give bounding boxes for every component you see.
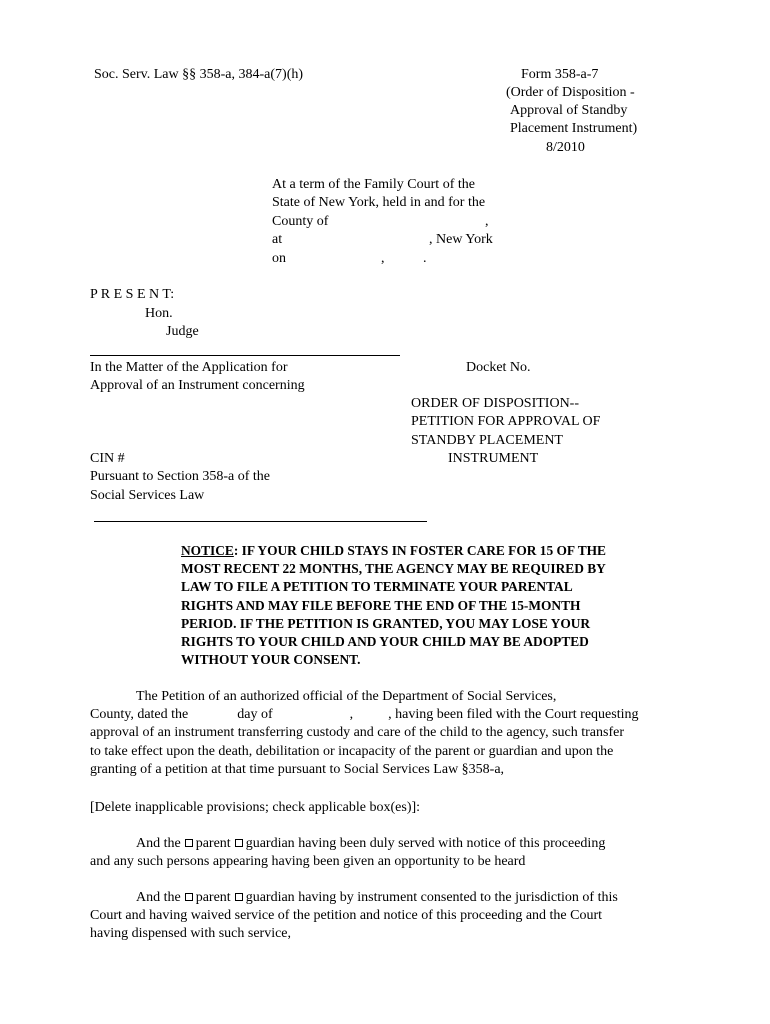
paragraph-line: and any such persons appearing having been given an opportunity to be heard xyxy=(90,854,526,870)
county-label: County of xyxy=(272,214,329,229)
court-term-line: At a term of the Family Court of the xyxy=(272,177,475,192)
notice-line: RIGHTS TO YOUR CHILD AND YOUR CHILD MAY BE ADOPTED xyxy=(181,634,589,650)
form-line: Approval of Standby xyxy=(510,103,628,118)
present-label: P R E S E N T: xyxy=(90,287,175,302)
order-title-line: INSTRUMENT xyxy=(448,451,539,466)
docket-label: Docket No. xyxy=(466,360,531,375)
notice-line: RIGHTS AND MAY FILE BEFORE THE END OF THE 15-MONTH xyxy=(181,597,581,613)
on-label: on xyxy=(272,251,286,266)
on-period: . xyxy=(423,251,427,266)
delete-instruction: [Delete inapplicable provisions; check applicable box(es)]: xyxy=(90,800,421,815)
petition-paragraph xyxy=(90,688,690,779)
matter-line: Approval of an Instrument concerning xyxy=(90,378,305,393)
notice-block xyxy=(181,542,681,669)
notice-line: NOTICE: IF YOUR CHILD STAYS IN FOSTER CARE FOR 15 OF THE xyxy=(181,543,606,558)
order-title-line: STANDBY PLACEMENT xyxy=(411,433,563,448)
form-line: 8/2010 xyxy=(546,140,585,155)
matter-line: In the Matter of the Application for xyxy=(90,360,288,375)
judge-label: Judge xyxy=(166,324,199,339)
parent-checkbox[interactable] xyxy=(185,839,193,847)
new-york-label: , New York xyxy=(429,232,493,247)
notice-line: WITHOUT YOUR CONSENT. xyxy=(181,652,361,668)
paragraph-line: approval of an instrument transferring custody and care of the child to the agency, such transfer xyxy=(90,725,625,741)
consent-paragraph: And the parent guardian having by instrument consented to the jurisdiction of this Court and having waived service of the petition and notice of this proceeding and the Court having dispensed with such service, xyxy=(90,889,690,944)
pursuant-line: Pursuant to Section 358-a of the xyxy=(90,469,271,484)
notice-line: MOST RECENT 22 MONTHS, THE AGENCY MAY BE REQUIRED BY xyxy=(181,561,606,577)
order-title-line: PETITION FOR APPROVAL OF xyxy=(411,414,601,429)
paragraph-line: to take effect upon the death, debilitation or incapacity of the parent or guardian and upon the xyxy=(90,743,614,759)
order-title-line: ORDER OF DISPOSITION-- xyxy=(411,396,580,411)
paragraph-line: having dispensed with such service, xyxy=(90,926,292,942)
statute-citation: Soc. Serv. Law §§ 358-a, 384-a(7)(h) xyxy=(94,67,304,82)
cin-label: CIN # xyxy=(90,451,125,466)
parent-checkbox[interactable] xyxy=(185,893,193,901)
form-line: Form 358-a-7 xyxy=(521,67,599,82)
court-term-line: State of New York, held in and for the xyxy=(272,195,486,210)
guardian-checkbox[interactable] xyxy=(235,893,243,901)
notice-label: NOTICE xyxy=(181,543,234,558)
paragraph-line: Court and having waived service of the petition and notice of this proceeding and the Court xyxy=(90,908,603,924)
guardian-checkbox[interactable] xyxy=(235,839,243,847)
paragraph-line: The Petition of an authorized official of the Department of Social Services, xyxy=(136,689,557,704)
served-paragraph: And the parent guardian having been duly served with notice of this proceeding and any such persons appearing having been given an opportunity to be heard xyxy=(90,835,690,871)
notice-line: PERIOD. IF THE PETITION IS GRANTED, YOU MAY LOSE YOUR xyxy=(181,615,591,631)
at-label: at xyxy=(272,232,283,247)
pursuant-line: Social Services Law xyxy=(90,488,205,503)
paragraph-line: County, dated the day of , , having been filed with the Court requesting xyxy=(90,707,639,723)
paragraph-line: granting of a petition at that time pursuant to Social Services Law §358-a, xyxy=(90,761,505,777)
county-comma: , xyxy=(485,214,489,229)
caption-bottom-rule xyxy=(94,521,427,522)
on-comma: , xyxy=(381,251,385,266)
form-line: Placement Instrument) xyxy=(510,121,638,136)
form-line: (Order of Disposition - xyxy=(506,85,635,100)
notice-line: LAW TO FILE A PETITION TO TERMINATE YOUR PARENTAL xyxy=(181,579,573,595)
hon-label: Hon. xyxy=(145,306,173,321)
caption-top-rule xyxy=(90,355,400,356)
